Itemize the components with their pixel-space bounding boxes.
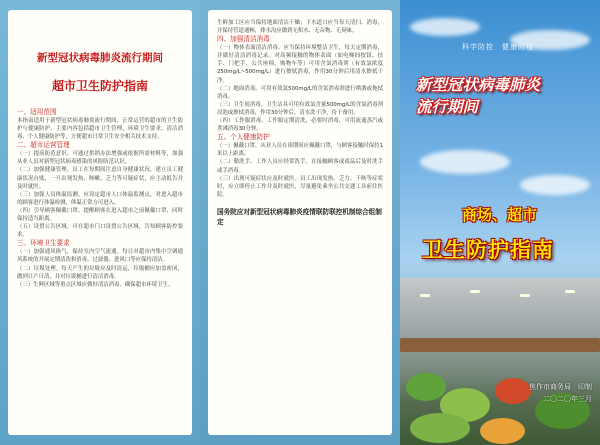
section-paragraph: （四）工作服消毒。工作服定期清洗，必要时消毒，可用流通蒸汽或煮沸消毒30分钟。 <box>217 118 383 133</box>
section-paragraph: （三）加强人员体温监测。应设定超市人口体温监测点，对进入超市的顾客进行体温检测，体温正常方可进入。 <box>17 191 183 206</box>
middle-sections <box>217 35 383 199</box>
section-paragraph: （二）加强健康管理。员工在每期间注意自身健康状况，建立员工健康状况台账，一旦出现发热、咳嗽、乏力等可疑症状，应主动报告并及时就医。 <box>17 167 183 190</box>
section-heading: 三、环境卫生要求 <box>17 239 70 248</box>
shelf-shape <box>400 338 600 352</box>
cover-subtitle-line1: 商场、超市 <box>462 206 538 224</box>
section-heading: 四、加强清洁消毒 <box>217 35 270 44</box>
section-paragraph: 本指南适用于新型冠状病毒肺炎流行期间，正常运营的超市的卫生防护与健康防护，主要内容包括超市卫生管理、环境卫生要求、清洁消毒、个人健康防护等，方便超市日常卫生安全相关技术支持。 <box>17 118 183 141</box>
supermarket-photo <box>400 278 600 445</box>
section-paragraph: （五）设置公告区域。可在超市门口设置公告区域，告知顾客防控要求。 <box>17 224 183 239</box>
section-paragraph: （二）垃圾处理。每天产生的垃圾应及时清运，垃圾桶应加盖密闭，做到日产日清，并对垃圾桶进行清洁消毒。 <box>17 265 183 280</box>
vegetable-shape <box>495 378 531 404</box>
ceiling-light <box>420 294 430 297</box>
cover-slogan: 科学防控 健康防疫 <box>462 43 534 51</box>
cloud-shape <box>420 150 510 174</box>
cloud-shape <box>410 18 480 36</box>
ceiling-light <box>565 290 575 293</box>
guide-title-line1: 新型冠状病毒肺炎流行期间 <box>37 52 163 64</box>
cover-title <box>416 74 596 118</box>
guide-title-line2: 超市卫生防护指南 <box>51 79 148 93</box>
section-paragraph: （一）佩戴口罩。从业人员在岗期间应佩戴口罩，与顾客接触时保持1米以上距离。 <box>217 143 383 158</box>
publish-date: 二〇二〇年三月 <box>543 395 592 403</box>
ceiling-light <box>470 290 480 293</box>
middle-panel <box>200 0 400 445</box>
cover-panel <box>400 0 600 445</box>
middle-intro <box>217 19 383 35</box>
section-paragraph: （三）卫生间消毒。卫生洁具可用有效氯含量500mg/L的含氯消毒剂浸泡或擦拭消毒，作用30分钟后，清水洗干净，待干备用。 <box>217 101 383 116</box>
cloud-shape <box>520 175 590 195</box>
cover-title-line2: 流行期间 <box>416 98 479 116</box>
section-paragraph: （四）引导顾客佩戴口罩。提醒顾客在进入超市之前佩戴口罩，同时保持适当距离。 <box>17 207 183 223</box>
section-paragraph: （一）物体表面清洁消毒。应当保持环境整洁卫生，每天定期消毒，并做好清洁消毒记录。对高频接触的物体表面（如电梯间按钮、扶手、门把手、公共座椅、购物车等）可用含氯消毒剂（有效氯浓度250mg/L~500mg/L）进行擦拭消毒，作用30分钟后用清水擦拭干净。 <box>217 45 383 84</box>
section-paragraph: （三）生鲜区域等重点区域应做好清洁消毒，确保超市环境卫生。 <box>17 281 174 288</box>
cover-title-line1: 新型冠状病毒肺炎 <box>416 76 541 94</box>
vegetable-shape <box>480 418 525 444</box>
left-content-card <box>8 10 192 435</box>
cover-subtitle-line2: 卫生防护指南 <box>422 237 554 262</box>
issuer-text: 国务院应对新型冠状病毒肺炎疫情联防联控机制综合组制定 <box>217 207 382 226</box>
section-heading: 二、超市运营管理 <box>17 141 70 150</box>
section-paragraph: 生鲜加工区应当保持地面清洁干燥；下水道口应当每天清扫、消毒，并保持管道通畅，排水沟应做到无积水、无杂物、无臭味。 <box>217 20 383 35</box>
ceiling-light <box>520 294 530 297</box>
section-paragraph: （三）出现可疑症状应及时就医。员工出现发热、乏力、干咳等症状时，应立即停止工作并及时就医，尽量避免乘坐公共交通工具前往医院。 <box>217 175 383 198</box>
middle-content-card <box>208 10 392 435</box>
section-paragraph: （一）加强通风换气，保持室内空气流通。每日对超市内集中空调通风系统的开展定期清洗和消毒，过滤器、进风口等应保持清洁。 <box>17 249 183 264</box>
vegetable-shape <box>406 373 446 401</box>
vegetable-shape <box>410 413 470 443</box>
left-panel <box>0 0 200 445</box>
publisher-text: 焦作市商务局 印制 <box>529 383 592 391</box>
section-paragraph: （一）提高防范意识。可通过供销办法增强或依据所需材料等，加强从业人员对新型冠状病毒感染的风险防范认识。 <box>17 151 183 166</box>
section-heading: 一、适用范围 <box>17 108 57 116</box>
publisher-block <box>529 381 592 405</box>
left-sections <box>17 108 183 289</box>
section-paragraph: （二）地面消毒。可用有效氯500mg/L的含氯消毒剂进行喷洒或拖拭消毒。 <box>217 85 383 100</box>
section-heading: 五、个人健康防护 <box>217 133 270 142</box>
section-paragraph: （二）勤洗手。工作人员应经常洗手，在接触顾客或商品后及时洗手或手消毒。 <box>217 159 383 174</box>
